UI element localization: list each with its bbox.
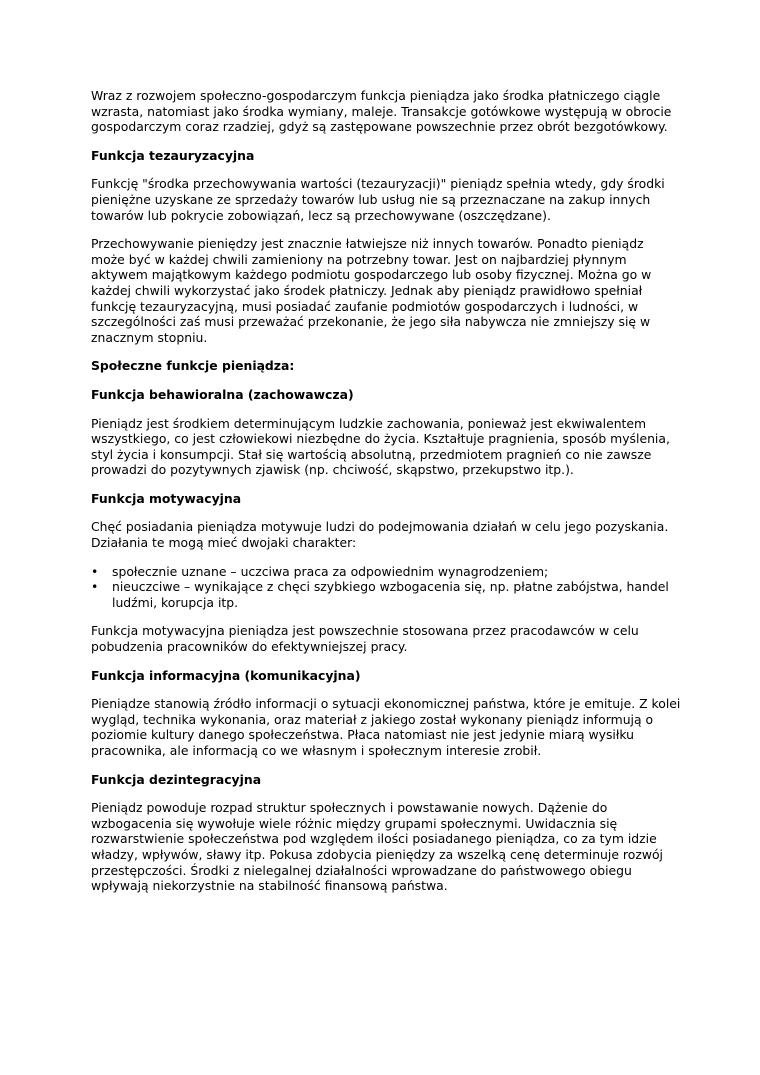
bullet-icon: • xyxy=(91,563,99,579)
paragraph-motywacyjna: Chęć posiadania pieniądza motywuje ludzi do podejmowania działań w celu jego pozyskania. Działania te mogą mieć dwojaki charakter: xyxy=(91,519,669,551)
document-page xyxy=(91,88,681,907)
heading-tezauryzacyjna: Funkcja tezauryzacyjna xyxy=(91,147,255,163)
intro-paragraph: Wraz z rozwojem społeczno-gospodarczym funkcja pieniądza jako środka płatniczego ciągle wzrasta, natomiast jako środka wymiany, maleje. Transakcje gotówkowe występują w obrocie gospodarczym coraz rzadziej, gdyż są zastępowane powszechnie przez obrót bezgotówkowy. xyxy=(91,88,672,135)
motywacyjna-list xyxy=(91,564,681,611)
paragraph-tezauryzacyjna-2: Przechowywanie pieniędzy jest znacznie łatwiejsze niż innych towarów. Ponadto pieniądz może być w każdej chwili zamieniony na potrzebny towar. Jest on najbardziej płynnym aktywem majątkowym każdego podmiotu gospodarczego lub osoby fizycznej. Można go w każdej chwili wykorzystać jako środek płatniczy. Jednak aby pieniądz prawidłowo spełniał funkcję tezauryzacyjną, musi posiadać zaufanie podmiotów gospodarczych i ludności, w szczególności zaś musi przeważać przekonanie, że jego siła nabywcza nie zmniejszy się w znacznym stopniu. xyxy=(91,236,652,345)
list-item xyxy=(91,579,681,610)
bullet-icon: • xyxy=(91,579,99,595)
paragraph-tezauryzacyjna-1: Funkcję "środka przechowywania wartości (tezauryzacji)" pieniądz spełnia wtedy, gdy środki pieniężne uzyskane ze sprzedaży towarów lub usług nie są przeznaczane na zakup innych towarów lub pokrycie zobowiązań, lecz są przechowywane (oszczędzane). xyxy=(91,176,665,223)
heading-motywacyjna: Funkcja motywacyjna xyxy=(91,490,242,506)
paragraph-dezintegracyjna: Pieniądz powoduje rozpad struktur społecznych i powstawanie nowych. Dążenie do wzbogacenia się wywołuje wiele różnic między grupami społecznymi. Uwidacznia się rozwarstwienie społeczeństwa pod względem ilości posiadanego pieniądza, co za tym idzie władzy, wpływów, sławy itp. Pokusa zdobycia pieniędzy za wszelką cenę determinuje rozwój przestępczości. Środki z nielegalnej działalności wprowadzane do państwowego obiegu wpływają niekorzystnie na stabilność finansową państwa. xyxy=(91,800,663,894)
paragraph-motywacyjna-after: Funkcja motywacyjna pieniądza jest powszechnie stosowana przez pracodawców w celu pobudzenia pracowników do efektywniejszej pracy. xyxy=(91,623,639,655)
heading-dezintegracyjna: Funkcja dezintegracyjna xyxy=(91,771,262,787)
list-item-text: społecznie uznane – uczciwa praca za odpowiednim wynagrodzeniem; xyxy=(112,563,549,579)
heading-spoleczne-funkcje: Społeczne funkcje pieniądza: xyxy=(91,358,295,374)
list-item xyxy=(91,563,681,580)
list-item-text: nieuczciwe – wynikające z chęci szybkiego wzbogacenia się, np. płatne zabójstwa, handel ludźmi, korupcja itp. xyxy=(112,579,669,610)
heading-behawioralna: Funkcja behawioralna (zachowawcza) xyxy=(91,386,354,402)
paragraph-informacyjna: Pieniądze stanowią źródło informacji o sytuacji ekonomicznej państwa, które je emituje. Z kolei wygląd, technika wykonania, oraz materiał z jakiego został wykonany pieniądz informują o poziomie kultury danego społeczeństwa. Płaca natomiast nie jest jedynie miarą wysiłku pracownika, ale informacją co we własnym i społecznym interesie zrobił. xyxy=(91,696,681,758)
paragraph-behawioralna: Pieniądz jest środkiem determinującym ludzkie zachowania, ponieważ jest ekwiwalentem wszystkiego, co jest człowiekowi niezbędne do życia. Kształtuje pragnienia, sposób myślenia, styl życia i konsumpcji. Stał się wartością absolutną, przedmiotem pragnień co nie zawsze prowadzi do pozytywnych zjawisk (np. chciwość, skąpstwo, przekupstwo itp.). xyxy=(91,415,670,478)
heading-informacyjna: Funkcja informacyjna (komunikacyjna) xyxy=(91,667,361,683)
